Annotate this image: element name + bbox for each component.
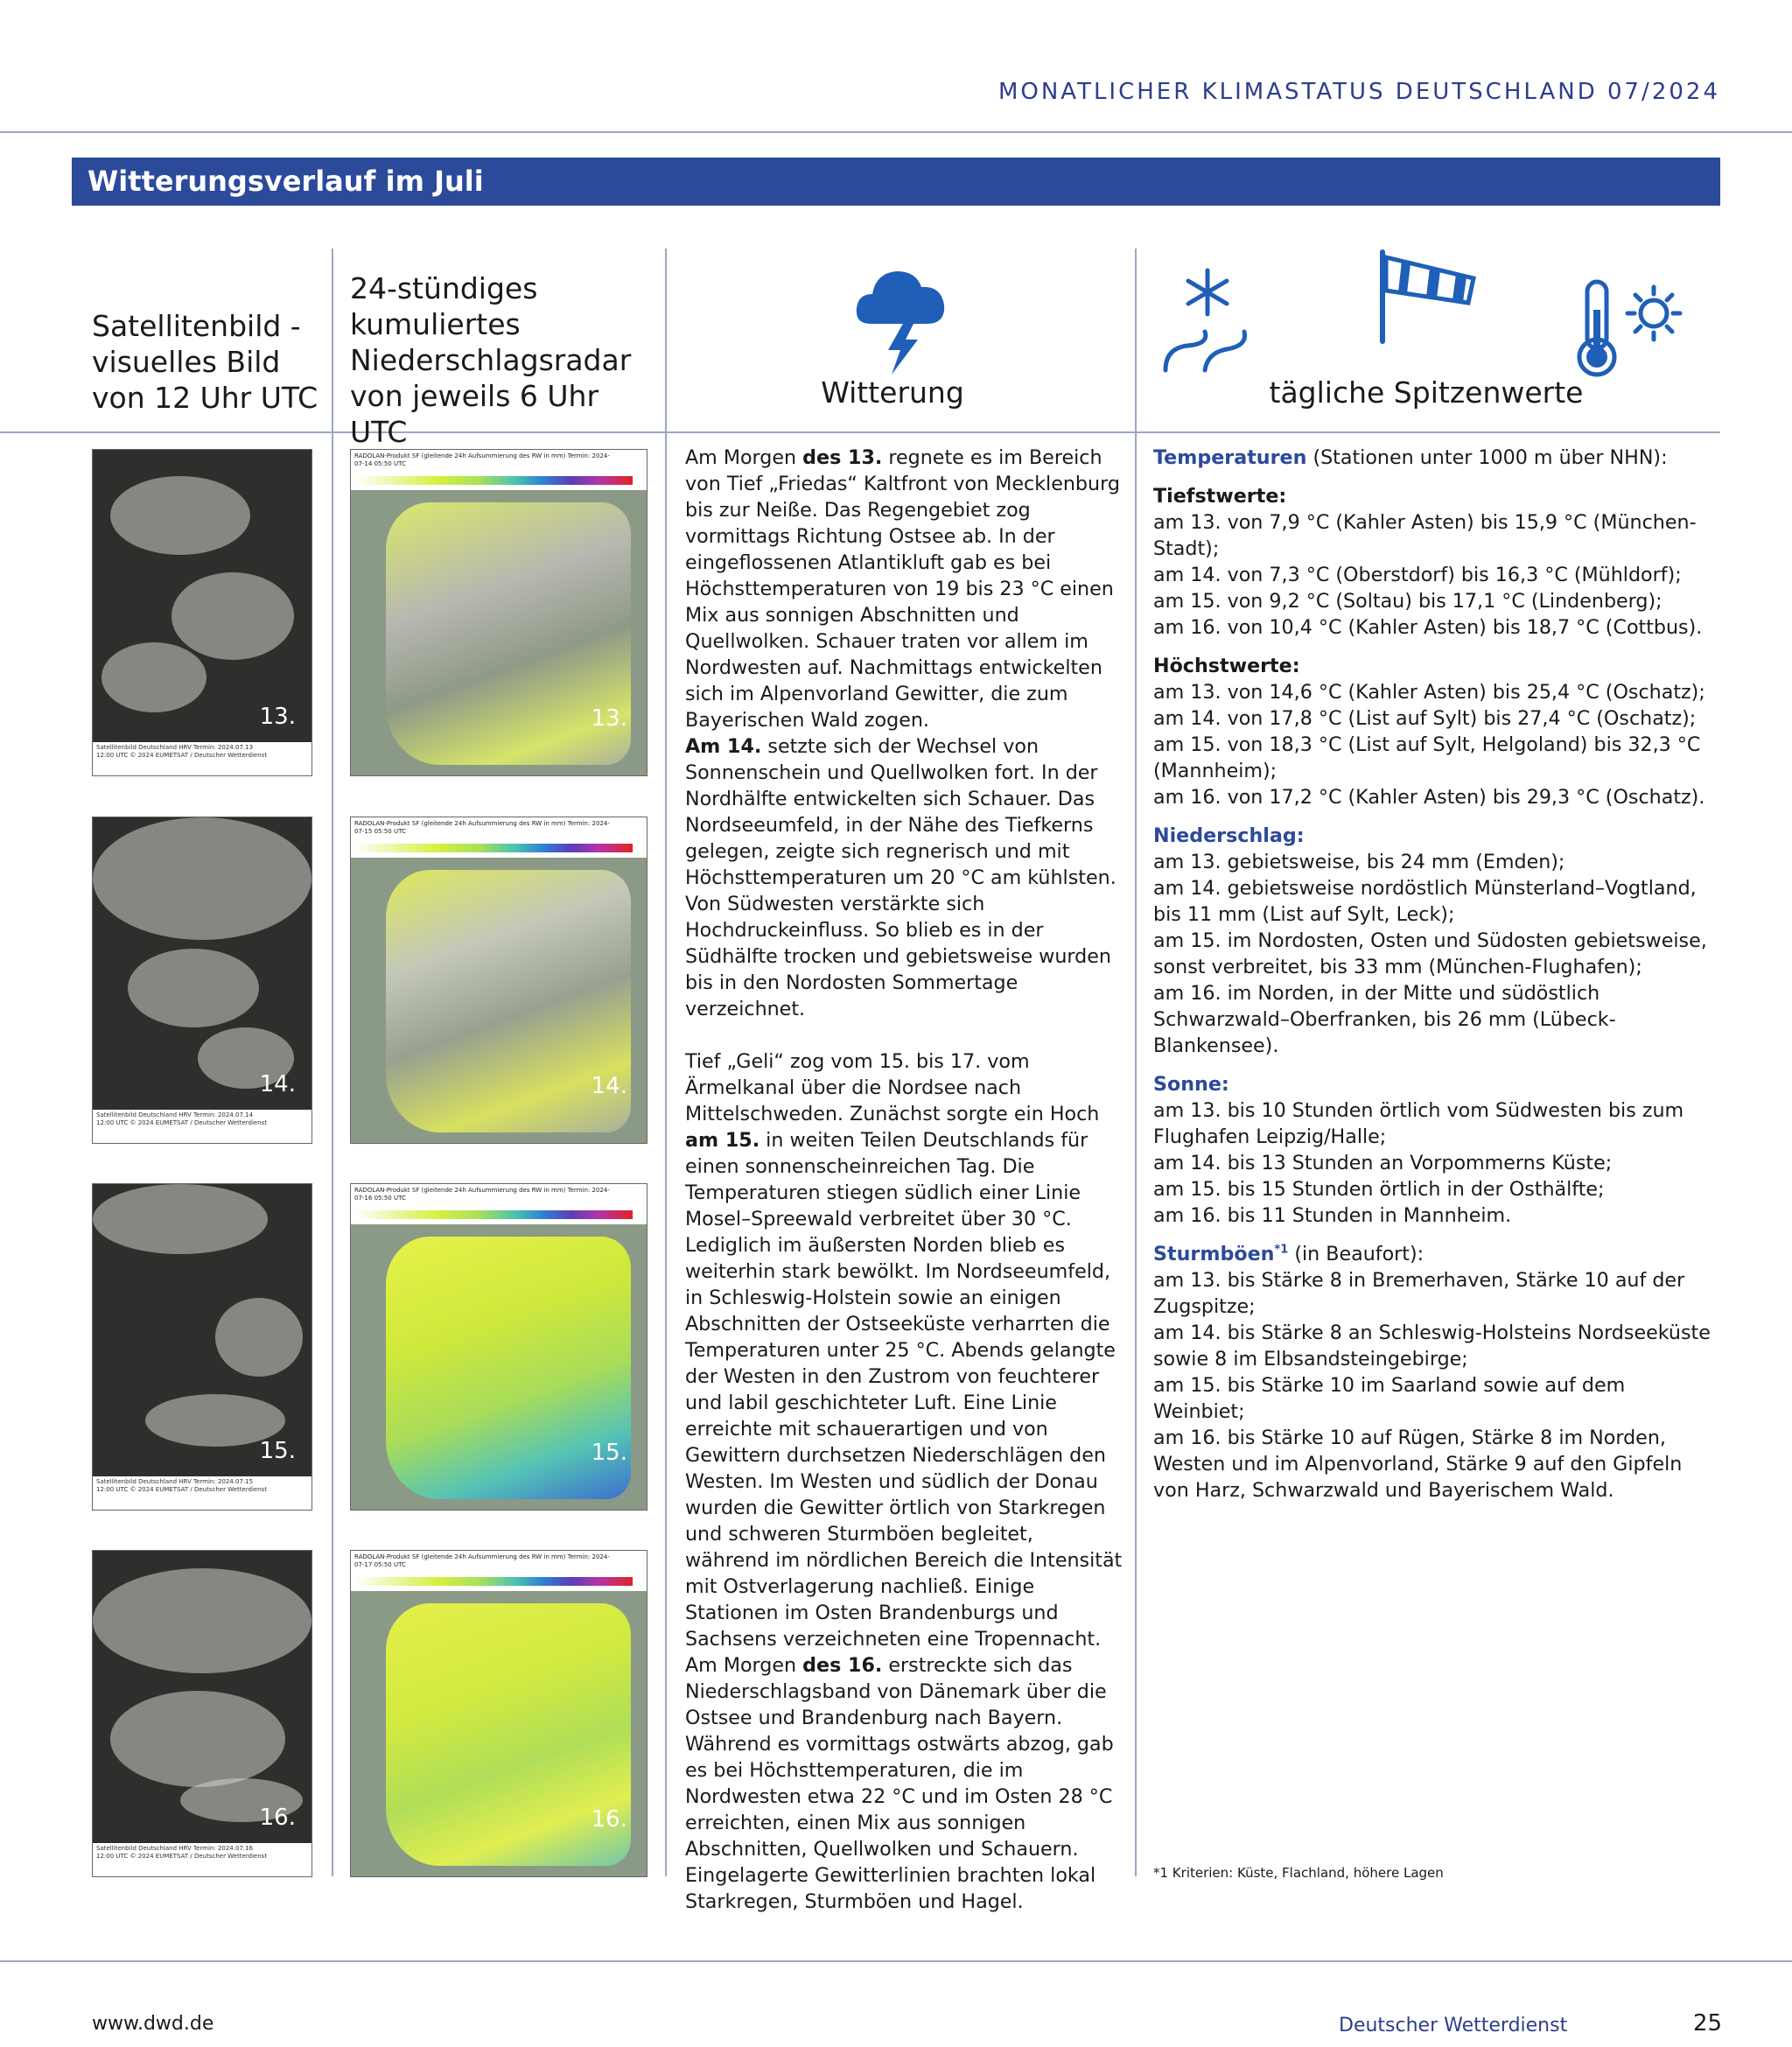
radar-day-label: 15. (591, 1440, 627, 1466)
column-header-satellite: Satellitenbild - visuelles Bild von 12 Uhr UTC (92, 309, 318, 415)
niederschlag-13: am 13. gebietsweise, bis 24 mm (Emden); (1153, 851, 1565, 873)
satellite-image-14 (92, 817, 312, 1144)
niederschlag-14: am 14. gebietsweise nordöstlich Münsterland–Vogtland, bis 11 mm (List auf Sylt, Leck); (1153, 877, 1697, 926)
footer-url-link[interactable]: www.dwd.de (92, 2013, 214, 2035)
column-divider (1135, 249, 1137, 1876)
radar-image-14 (350, 817, 648, 1144)
text-run: in weiten Teilen Deutschlands für einen sonnenscheinreichen Tag. Die Temperaturen stiegen südlich einer Linie Mosel–Spreewald verbreitet über 30 °C. Lediglich im äußersten Norden blieb es weiterhin stark bewölkt. Im Nordseeumfeld, in Schleswig-Holstein sowie an einigen Abschnitten der Ostseeküste verharrten die Temperaturen unter 25 °C. Abends gelangte der Westen in den Zustrom von feuchterer und labil geschichteter Luft. Eine Linie erreichte mit schauerartigen und von Gewittern durchsetzen Niederschlägen den Westen. Im Westen und südlich der Donau wurden die Gewitter örtlich von Starkregen und schweren Sturmböen begleitet, während im nördlichen Bereich die Intensität mit Ostverlagerung nachließ. Einige Stationen im Osten Brandenburgs und Sachsens verzeichneten eine Tropennacht. (685, 1129, 1123, 1651)
thermometer-sun-icon (1575, 275, 1689, 380)
radar-color-scale (354, 476, 633, 485)
satellite-image-13 (92, 449, 312, 776)
section-title: Witterungsverlauf im Juli (88, 165, 484, 198)
witterung-paragraph-15 (685, 1048, 1123, 1652)
footnote-marker: *1 (1274, 1243, 1289, 1257)
radar-day-label: 16. (591, 1806, 627, 1833)
column-header-witterung: Witterung (821, 375, 964, 410)
text-run: Tief „Geli“ zog vom 15. bis 17. vom Ärmelkanal über die Nordsee nach Mittelschweden. Zunächst sorgte ein Hoch (685, 1050, 1100, 1125)
date-emphasis: des 13. (802, 446, 883, 469)
windsock-icon (1376, 249, 1480, 345)
satellite-caption: Satellitenbild Deutschland HRV Termin: 2024.07.15 12:00 UTC © 2024 EUMETSAT / Deutscher Wetterdienst (96, 1478, 268, 1493)
radar-color-scale (354, 1577, 633, 1586)
thunderstorm-icon (853, 256, 949, 378)
satellite-image-16 (92, 1550, 312, 1877)
date-emphasis: des 16. (802, 1654, 883, 1677)
column-header-radar: 24-stündiges kumuliertes Niederschlagsradar von jeweils 6 Uhr UTC (350, 271, 632, 449)
text-run: Am Morgen (685, 446, 803, 469)
tiefstwert-14: am 14. von 7,3 °C (Oberstdorf) bis 16,3 °C (Mühldorf); (1153, 564, 1682, 586)
radar-image-13 (350, 449, 648, 776)
header-divider (0, 131, 1792, 133)
satellite-caption: Satellitenbild Deutschland HRV Termin: 2024.07.14 12:00 UTC © 2024 EUMETSAT / Deutscher Wetterdienst (96, 1111, 268, 1126)
satellite-day-label: 13. (259, 704, 296, 730)
niederschlag-16: am 16. im Norden, in der Mitte und südöstlich Schwarzwald–Oberfranken, bis 26 mm (Lübeck-Blankensee). (1153, 982, 1616, 1057)
sturm-13: am 13. bis Stärke 8 in Bremerhaven, Stärke 10 auf der Zugspitze; (1153, 1269, 1685, 1318)
spitzenwerte-text (1153, 445, 1720, 1504)
radar-caption: RADOLAN-Produkt SF (gleitende 24h Aufsummierung des RW in mm) Termin: 2024-07-15 05:50 UTC (354, 820, 610, 835)
date-emphasis: Am 14. (685, 735, 762, 758)
witterung-paragraph-14 (685, 733, 1123, 1022)
hoechstwert-16: am 16. von 17,2 °C (Kahler Asten) bis 29,3 °C (Oschatz). (1153, 786, 1705, 809)
niederschlag-label: Niederschlag: (1153, 824, 1305, 847)
hoechstwert-15: am 15. von 18,3 °C (List auf Sylt, Helgoland) bis 32,3 °C (Mannheim); (1153, 733, 1701, 782)
radar-day-label: 14. (591, 1073, 627, 1099)
column-header-divider (0, 431, 1720, 433)
column-divider (332, 249, 333, 1876)
snow-road-icon (1157, 265, 1270, 375)
tiefstwert-13: am 13. von 7,9 °C (Kahler Asten) bis 15,9 °C (München-Stadt); (1153, 511, 1697, 560)
tiefstwert-15: am 15. von 9,2 °C (Soltau) bis 17,1 °C (Lindenberg); (1153, 590, 1662, 613)
category-label: Temperaturen (1153, 446, 1307, 469)
witterung-paragraph-16 (685, 1652, 1123, 1915)
sonne-label: Sonne: (1153, 1073, 1229, 1096)
temperature-heading (1153, 445, 1720, 471)
tiefstwerte-label: Tiefstwerte: (1153, 485, 1287, 508)
satellite-day-label: 14. (259, 1071, 296, 1097)
sonne-14: am 14. bis 13 Stunden an Vorpommerns Küste; (1153, 1152, 1613, 1174)
satellite-day-label: 15. (259, 1438, 296, 1464)
page-number: 25 (1693, 2010, 1723, 2036)
text-run: setzte sich der Wechsel von Sonnenschein und Quellwolken fort. In der Nordhälfte entwickelten sich Schauer. Das Nordseeumfeld, in der Nähe des Tiefkerns gelegen, zeigte sich regnerisch und mit Höchsttemperaturen um 20 °C am kühlsten. Von Südwesten verstärkte sich Hochdruckeinfluss. So blieb es in der Südhälfte trocken und gebietsweise wurden bis in den Nordosten Sommertage verzeichnet. (685, 735, 1116, 1020)
niederschlag-15: am 15. im Nordosten, Osten und Südosten gebietsweise, sonst verbreitet, bis 33 mm (München-Flughafen); (1153, 929, 1707, 978)
column-header-spitzenwerte: tägliche Spitzenwerte (1269, 375, 1584, 410)
radar-caption: RADOLAN-Produkt SF (gleitende 24h Aufsummierung des RW in mm) Termin: 2024-07-16 05:50 UTC (354, 1187, 610, 1202)
radar-image-16 (350, 1550, 648, 1877)
satellite-image-15 (92, 1183, 312, 1511)
sonne-15: am 15. bis 15 Stunden örtlich in der Osthälfte; (1153, 1178, 1605, 1201)
sturm-15: am 15. bis Stärke 10 im Saarland sowie auf dem Weinbiet; (1153, 1374, 1626, 1423)
satellite-caption: Satellitenbild Deutschland HRV Termin: 2024.07.16 12:00 UTC © 2024 EUMETSAT / Deutscher Wetterdienst (96, 1845, 268, 1860)
radar-color-scale (354, 1210, 633, 1219)
date-emphasis: am 15. (685, 1129, 760, 1152)
column-divider (665, 249, 667, 1876)
sturm-16: am 16. bis Stärke 10 auf Rügen, Stärke 8 im Norden, Westen und im Alpenvorland, Stärke 9 auf den Gipfeln von Harz, Schwarzwald und Bayerischem Wald. (1153, 1427, 1683, 1502)
hoechstwert-14: am 14. von 17,8 °C (List auf Sylt) bis 27,4 °C (Oschatz); (1153, 707, 1697, 730)
footer-organization: Deutscher Wetterdienst (1339, 2015, 1568, 2036)
radar-caption: RADOLAN-Produkt SF (gleitende 24h Aufsummierung des RW in mm) Termin: 2024-07-14 05:50 UTC (354, 452, 610, 467)
hoechstwert-13: am 13. von 14,6 °C (Kahler Asten) bis 25,4 °C (Oschatz); (1153, 681, 1705, 704)
satellite-caption: Satellitenbild Deutschland HRV Termin: 2024.07.13 12:00 UTC © 2024 EUMETSAT / Deutscher Wetterdienst (96, 744, 268, 759)
witterung-text (685, 445, 1123, 1915)
category-note: (Stationen unter 1000 m über NHN): (1306, 446, 1668, 469)
radar-image-15 (350, 1183, 648, 1511)
category-label: Sturmböen (1153, 1243, 1275, 1265)
page-header-title: MONATLICHER KLIMASTATUS DEUTSCHLAND 07/2024 (998, 79, 1720, 105)
category-note: (in Beaufort): (1288, 1243, 1424, 1265)
radar-color-scale (354, 844, 633, 852)
footnote: *1 Kriterien: Küste, Flachland, höhere Lagen (1153, 1865, 1444, 1881)
sturm-14: am 14. bis Stärke 8 an Schleswig-Holsteins Nordseeküste sowie 8 im Elbsandsteingebirge; (1153, 1321, 1711, 1371)
satellite-day-label: 16. (259, 1805, 296, 1831)
witterung-paragraph-13 (685, 445, 1123, 733)
text-run: Am Morgen (685, 1654, 803, 1677)
hoechstwerte-label: Höchstwerte: (1153, 655, 1300, 677)
radar-day-label: 13. (591, 705, 627, 732)
radar-caption: RADOLAN-Produkt SF (gleitende 24h Aufsummierung des RW in mm) Termin: 2024-07-17 05:50 UTC (354, 1553, 610, 1568)
sonne-16: am 16. bis 11 Stunden in Mannheim. (1153, 1204, 1512, 1227)
text-run: erstreckte sich das Niederschlagsband von Dänemark über die Ostsee und Brandenburg nach Bayern. Während es vormittags ostwärts abzog, gab es bei Höchsttemperaturen, die im Nordwesten etwa 22 °C und im Osten 28 °C erreichten, einen Mix aus sonnigen Abschnitten, Quellwolken und Schauern. Eingelagerte Gewitterlinien brachten lokal Starkregen, Sturmböen und Hagel. (685, 1654, 1114, 1913)
tiefstwert-16: am 16. von 10,4 °C (Kahler Asten) bis 18,7 °C (Cottbus). (1153, 616, 1703, 639)
sturmboeen-heading (1153, 1241, 1720, 1267)
sonne-13: am 13. bis 10 Stunden örtlich vom Südwesten bis zum Flughafen Leipzig/Halle; (1153, 1099, 1684, 1148)
text-run: regnete es im Bereich von Tief „Friedas“ Kaltfront von Mecklenburg bis zur Neiße. Das Regengebiet zog vormittags Richtung Ostsee ab. In der eingeflossenen Atlantikluft gab es bei Höchsttemperaturen von 19 bis 23 °C einen Mix aus sonnigen Abschnitten und Quellwolken. Schauer traten vor allem im Nordwesten auf. Nachmittags entwickelten sich im Alpenvorland Gewitter, die zum Bayerischen Wald zogen. (685, 446, 1120, 732)
footer-divider (0, 1960, 1792, 1962)
